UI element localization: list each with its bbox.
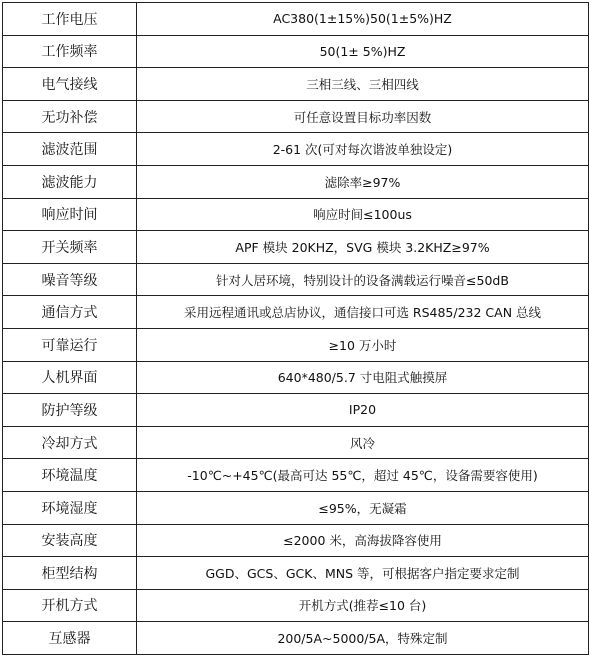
spec-value: 2-61 次(可对每次谐波单独设定): [137, 133, 589, 166]
spec-label: 可靠运行: [3, 328, 137, 361]
spec-value: -10℃~+45℃(最高可达 55℃，超过 45℃，设备需要容使用): [137, 459, 589, 492]
table-row: [3, 361, 589, 394]
spec-label: 无功补偿: [3, 100, 137, 133]
table-row: [3, 133, 589, 166]
table-row: [3, 296, 589, 329]
spec-label: 电气接线: [3, 68, 137, 101]
table-row: [3, 491, 589, 524]
spec-value: 风冷: [137, 426, 589, 459]
spec-label: 开机方式: [3, 589, 137, 622]
spec-value: 开机方式(推荐≤10 台): [137, 589, 589, 622]
spec-label: 噪音等级: [3, 263, 137, 296]
spec-value: APF 模块 20KHZ，SVG 模块 3.2KHZ≥97%: [137, 231, 589, 264]
table-row: [3, 622, 589, 655]
table-row: [3, 165, 589, 198]
spec-label: 响应时间: [3, 198, 137, 231]
table-row: [3, 459, 589, 492]
spec-value: 针对人居环境，特别设计的设备满载运行噪音≤50dB: [137, 263, 589, 296]
table-row: [3, 394, 589, 427]
spec-label: 柜型结构: [3, 557, 137, 590]
spec-label: 人机界面: [3, 361, 137, 394]
spec-value: ≥10 万小时: [137, 328, 589, 361]
table-row: [3, 524, 589, 557]
spec-value: 200/5A~5000/5A，特殊定制: [137, 622, 589, 655]
table-row: [3, 263, 589, 296]
spec-value: 响应时间≤100us: [137, 198, 589, 231]
spec-value: 640*480/5.7 寸电阻式触摸屏: [137, 361, 589, 394]
spec-label: 互感器: [3, 622, 137, 655]
spec-label: 冷却方式: [3, 426, 137, 459]
spec-label: 防护等级: [3, 394, 137, 427]
spec-label: 工作频率: [3, 35, 137, 68]
table-row: [3, 231, 589, 264]
table-row: [3, 68, 589, 101]
spec-label: 环境温度: [3, 459, 137, 492]
table-row: [3, 557, 589, 590]
table-row: [3, 589, 589, 622]
spec-value: IP20: [137, 394, 589, 427]
table-row: [3, 3, 589, 36]
spec-value: GGD、GCS、GCK、MNS 等，可根据客户指定要求定制: [137, 557, 589, 590]
spec-label: 滤波范围: [3, 133, 137, 166]
spec-value: ≤2000 米，高海拔降容使用: [137, 524, 589, 557]
spec-label: 滤波能力: [3, 165, 137, 198]
spec-table: [2, 2, 589, 655]
spec-value: 采用远程通讯或总店协议，通信接口可选 RS485/232 CAN 总线: [137, 296, 589, 329]
spec-value: AC380(1±15%)50(1±5%)HZ: [137, 3, 589, 36]
table-row: [3, 35, 589, 68]
table-row: [3, 328, 589, 361]
spec-value: ≤95%，无凝霜: [137, 491, 589, 524]
spec-label: 环境湿度: [3, 491, 137, 524]
table-row: [3, 426, 589, 459]
spec-label: 开关频率: [3, 231, 137, 264]
table-row: [3, 198, 589, 231]
spec-value: 三相三线、三相四线: [137, 68, 589, 101]
spec-label: 工作电压: [3, 3, 137, 36]
spec-value: 50(1± 5%)HZ: [137, 35, 589, 68]
spec-value: 可任意设置目标功率因数: [137, 100, 589, 133]
spec-value: 滤除率≥97%: [137, 165, 589, 198]
table-row: [3, 100, 589, 133]
spec-label: 安装高度: [3, 524, 137, 557]
spec-label: 通信方式: [3, 296, 137, 329]
